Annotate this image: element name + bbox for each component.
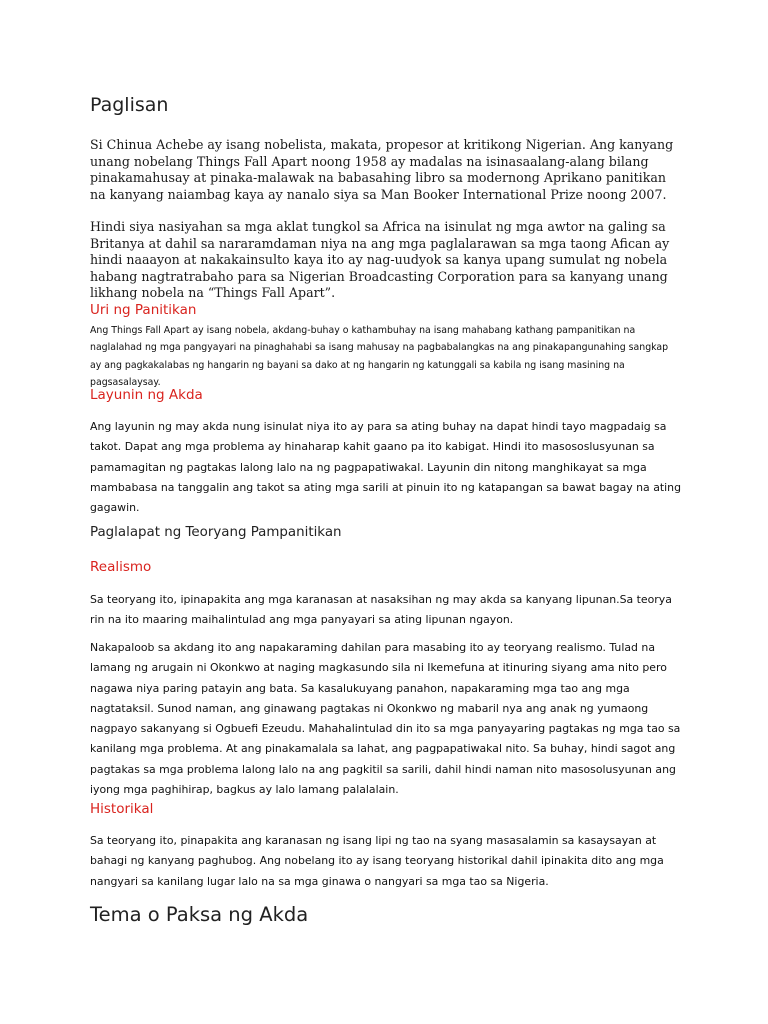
section-heading-paglalapat: Paglalapat ng Teoryang Pampanitikan <box>90 525 342 540</box>
realismo-paragraph-1: Sa teoryang ito, ipinapakita ang mga karanasan at nasaksihan ng may akda sa kanyang lipunan.Sa teorya rin na ito maaring maihalintulad ang mga panyayari sa ating lipunan ngayon. <box>90 593 672 627</box>
historikal-paragraph: Sa teoryang ito, pinapakita ang karanasan ng isang lipi ng tao na syang masasalamin sa kasaysayan at bahagi ng kanyang paghubog. Ang nobelang ito ay isang teoryang historikal dahil ipinakita dito ang mga nangyari sa kanilang lugar lalo na sa mga ginawa o nangyari sa mga tao sa Nigeria. <box>90 834 664 888</box>
page-title: Paglisan <box>90 94 169 116</box>
section-heading-layunin: Layunin ng Akda <box>90 387 203 403</box>
intro-paragraph-2: Hindi siya nasiyahan sa mga aklat tungkol sa Africa na isinulat ng mga awtor na galing sa Britanya at dahil sa nararamdaman niya na ang mga paglalarawan sa mga taong Afican ay hindi naaayon at nakakainsulto kaya ito ay nag-uudyok sa kanya upang sumulat ng nobela habang nagtratrabaho para sa Nigerian Broadcasting Corporation para sa kanyang unang likhang nobela na “Things Fall Apart”. <box>90 219 670 301</box>
section-heading-uri: Uri ng Panitikan <box>90 302 197 318</box>
intro-paragraph-1: Si Chinua Achebe ay isang nobelista, makata, propesor at kritikong Nigerian. Ang kanyang unang nobelang Things Fall Apart noong 1958 ay madalas na isinasaalang-alang bilang pinakamahusay at pinaka-malawak na babasahing libro sa modernong Aprikano panitikan na kanyang naiambag kaya ay nanalo siya sa Man Booker International Prize noong 2007. <box>90 137 674 202</box>
uri-paragraph: Ang Things Fall Apart ay isang nobela, akdang-buhay o kathambuhay na isang mahabang kathang pampanitikan na naglalahad ng mga pangyayari na pinaghahabi sa isang mahusay na pagbabalangkas na ang pinakapangunahing sangkap ay ang pagkakalabas ng hangarin ng bayani sa dako at ng hangarin ng katunggali sa kabila ng isang masining na pagsasalaysay. <box>90 325 669 389</box>
layunin-paragraph: Ang layunin ng may akda nung isinulat niya ito ay para sa ating buhay na dapat hindi tayo magpadaig sa takot. Dapat ang mga problema ay hinaharap kahit gaano pa ito kabigat. Hindi ito masososlusyunan sa pamamagitan ng pagtakas lalong lalo na ng pagpapatiwakal. Layunin din nitong manghikayat sa mga mambabasa na tanggalin ang takot sa ating mga sarili at pinuin ito ng katapangan sa bawat bagay na ating gagawin. <box>90 420 681 515</box>
section-heading-tema: Tema o Paksa ng Akda <box>90 903 309 926</box>
section-heading-historikal: Historikal <box>90 801 154 817</box>
realismo-paragraph-2: Nakapaloob sa akdang ito ang napakaraming dahilan para masabing ito ay teoryang realismo. Tulad na lamang ng arugain ni Okonkwo at naging magkasundo sila ni Ikemefuna at itinuring siyang ama nito pero nagawa niya paring patayin ang bata. Sa kasalukuyang panahon, napakaraming mga tao ang mga nagtataksil. Sunod naman, ang ginawang pagtakas ni Okonkwo ng mabaril nya ang anak ng yumaong nagpayo sakanyang si Ogbuefi Ezeudu. Mahahalintulad din ito sa mga panyayaring pagtakas ng mga tao sa kanilang mga problema. At ang pinakamalala sa lahat, ang pagpapatiwakal nito. Sa buhay, hindi sagot ang pagtakas sa mga problema lalong lalo na ang pagkitil sa sarili, dahil hindi naman nito masosolusyunan ang iyong mga paghihirap, bagkus ay lalo lamang palalalain. <box>90 641 681 797</box>
section-heading-realismo: Realismo <box>90 559 152 575</box>
